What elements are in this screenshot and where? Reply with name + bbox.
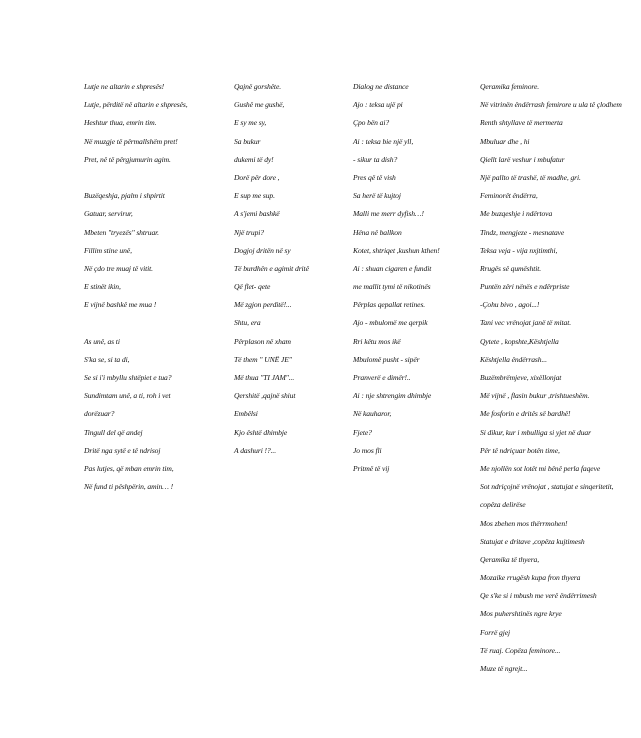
poem-line: Feminorët ëndërra, [480, 191, 538, 201]
poem-line: Embëlsi [234, 409, 258, 419]
poem-line: Qeramika feminore. [480, 82, 540, 91]
poem-line: Sot ndriçojnë vrënojat , statujat e sinqeritetit, copëza delirëse [480, 482, 614, 510]
poem-column-4 [480, 78, 632, 678]
poem-line: Në kauharor, [353, 409, 392, 419]
poem-line: Dialog ne distance [353, 82, 409, 91]
poem-line: Shtu, era [234, 318, 261, 328]
poem-line: Me buzqeshje i ndërtova [480, 209, 553, 219]
poem-line: Çpo bën ai? [353, 118, 390, 128]
poem-line: Tingull del që andej [84, 427, 143, 437]
poem-line: Buzëqeshja, pjalm i shpirtit [84, 191, 165, 201]
poem-line: A dashuri !?... [234, 445, 277, 455]
poem-line: Renth shtyllave të mermerta [480, 118, 563, 128]
poem-line: Lutje, përditë në altarin e shpresës, [84, 100, 188, 110]
poem-line: Puntën zëri nënës e ndërpriste [480, 282, 570, 292]
poem-line: dorëzuar? [84, 409, 115, 419]
poem-line: Mos puhershtinës ngre kryе [480, 609, 562, 619]
poem-line: Ai : teksa bie një yll, [353, 136, 414, 146]
poem-line: S'ka se, si ta di, [84, 354, 130, 364]
poem-line: Mbuluar dhe , hi [480, 136, 530, 146]
stanza-gap [84, 169, 224, 187]
poem-line: Fjete? [353, 427, 372, 437]
poem-line: Në çdo tre muaj të vitit. [84, 263, 153, 273]
poem-line: Buzëmbrëmjeve, xixëllonjat [480, 373, 562, 382]
poem-line: Tani vec vrënojat janë të mitat. [480, 318, 572, 328]
poem-line: Qeramika të thyera, [480, 554, 540, 564]
poem-line: Gatuar, servirur, [84, 209, 133, 219]
poem-line: Mos zbehen mos thërrmohen! [480, 518, 568, 528]
poem-line: Pres që të vish [353, 172, 396, 182]
poem-line: Në fund ti pëshpërin, amin… ! [84, 482, 174, 492]
poem-line: dukemi të dy! [234, 154, 274, 164]
poem-line: Gushë me gushë, [234, 100, 285, 110]
poem-line: Pritmë të vij [353, 463, 390, 473]
poem-line: Heshtur thua, emrin tim. [84, 118, 157, 128]
poem-line: Në vitrinën ëndërrash femirore u ula të çlodhem [480, 100, 622, 110]
poem-line: Qytete , kopshte,Kështjella [480, 336, 559, 346]
poem-line: E sup me sup. [234, 191, 275, 201]
poem-line: Pret, në të përgjumurin agim. [84, 154, 171, 164]
poem-column-3 [353, 78, 471, 478]
poem-line: Sa bukur [234, 136, 261, 146]
poem-line: Mbulomë pusht - sipër [353, 354, 420, 364]
poem-column-2 [234, 78, 346, 460]
poem-line: Që flet- qete [234, 282, 271, 292]
poem-line: Qe s'ke si i mbush me verë ëndërrimesh [480, 591, 597, 601]
poem-line: Ai : shuan cigaren e fundit [353, 263, 432, 273]
poem-line: Më vijnë , flasin bukur ,trishtueshëm. [480, 391, 590, 401]
poem-line: Si dikur, kur i mbulliga si yjet në duar [480, 427, 591, 437]
poem-line: Fillim stine unë, [84, 245, 132, 255]
poem-line: - sikur ta dish? [353, 154, 398, 164]
poem-line: Pranverë e dimër!.. [353, 373, 411, 382]
poem-line: Teksa veja - vija nxjtimthi, [480, 245, 558, 255]
poem-column-1 [84, 78, 224, 496]
poem-line: Malli me merr dyfish…! [353, 209, 424, 219]
poem-line: Dritë nga sytë e të ndrisoj [84, 445, 161, 455]
poem-line: Jo mos fli [353, 445, 382, 455]
poem-line: Lutje ne altarin e shpresës! [84, 82, 165, 91]
poem-line: Sundimtam unë, a ti, roh i vet [84, 391, 171, 401]
poem-line: Me njollën sot lotët mi bënë perla faqeve [480, 463, 601, 473]
poem-line: As unë, as ti [84, 336, 120, 346]
poem-line: Përplason në xham [234, 336, 291, 346]
poem-line: Rrugës së qumështit. [480, 263, 542, 273]
poem-line: Dogjoj dritën në sy [234, 245, 291, 255]
poem-line: Me fosforin e dritës së bardhë! [480, 409, 571, 419]
poem-line: Kotet, shtriqet ,kushun kthen! [353, 245, 440, 255]
poem-line: Një pallto të trashë, të madhe, gri. [480, 172, 581, 182]
poem-line: A s'jemi bashkë [234, 209, 280, 219]
poem-line: Sa herë të kujtoj [353, 191, 401, 201]
poem-line: E sy me sy, [234, 118, 267, 128]
poem-line: Mbeten "tryezës" shtruar. [84, 227, 159, 237]
poem-line: Muze të ngrejt... [480, 664, 528, 674]
poem-line: Për të ndriçuar botën time, [480, 445, 560, 455]
poem-line: Ajo - mbulomë me qerpik [353, 318, 428, 328]
poem-line: Kështjella ëndërrash... [480, 354, 547, 364]
poem-line: Tindz, mengjeze - mesnatave [480, 227, 565, 237]
poem-line: Dorë për dore , [234, 172, 280, 182]
poem-line: Statujat e dritave ,copëza kujtimesh [480, 536, 585, 546]
poem-line: E vijnë bashkë me mua ! [84, 300, 157, 310]
poem-line: Më zgjon perditë!... [234, 300, 292, 310]
poem-line: -Çohu bivo , agoi...! [480, 300, 540, 310]
poem-line: Qiellt larë veshur i mbufatur [480, 154, 565, 164]
poem-line: Të burdhën e agimit dritë [234, 263, 309, 273]
poem-line: Një trupi? [234, 227, 265, 237]
poem-line: me mallit tymi të nikotinës [353, 282, 431, 292]
poem-line: Hëna në ballkon [353, 227, 402, 237]
poem-line: Në muzgje të përmallshëm pret! [84, 136, 178, 146]
poem-line: Qajnë gorshëte. [234, 82, 282, 91]
poem-line: Ajo : teksa ujë pi [353, 100, 403, 110]
poem-line: Rri këtu mos ikë [353, 336, 401, 346]
poem-line: E stinët ikin, [84, 282, 121, 292]
poem-line: Ai : nje shtrengim dhimbje [353, 391, 432, 401]
poem-line: Qershitë ,qajnë shiut [234, 391, 296, 401]
poem-line: Forrë gjej [480, 627, 511, 637]
stanza-gap [84, 314, 224, 332]
poem-line: Më thua "TI JAM"... [234, 373, 295, 382]
poem-line: Mozaike rrugësh kupa fron thyera [480, 573, 581, 583]
poem-line: Pas lutjes, që mban emrin tim, [84, 463, 174, 473]
poem-line: Përplas qepallat retines. [353, 300, 426, 310]
poem-line: Të them " UNË JE" [234, 354, 292, 364]
poem-line: Të ruaj. Copëza feminore... [480, 645, 561, 655]
poem-line: Se si i'i mbyllu shtëpiet e tua? [84, 373, 172, 382]
poem-line: Kjo është dhimbje [234, 427, 288, 437]
